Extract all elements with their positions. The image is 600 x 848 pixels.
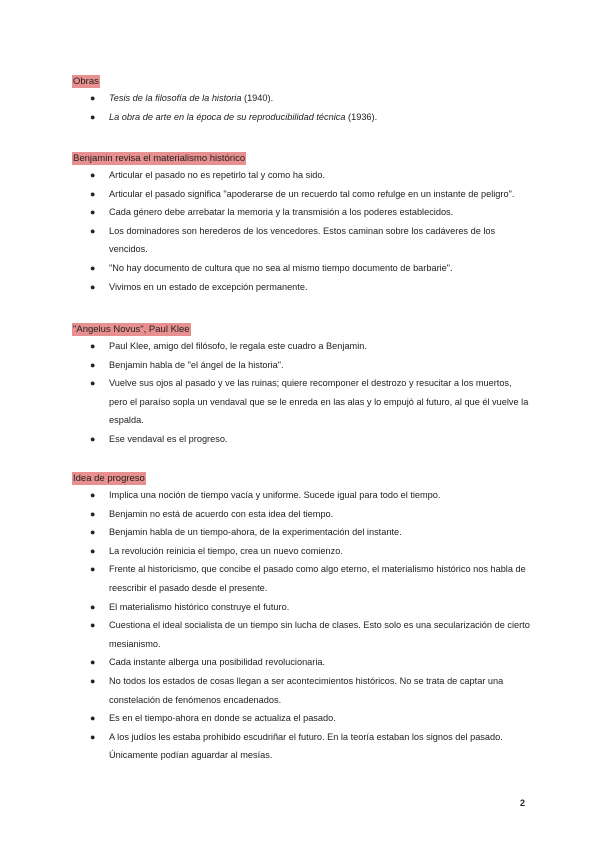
bullet-icon: ● (90, 657, 96, 668)
section-idea-progreso (72, 468, 532, 765)
bullet-icon: ● (90, 545, 96, 556)
list-item: ● Benjamin no está de acuerdo con esta idea del tiempo. (72, 505, 532, 524)
list-item: ● A los judíos les estaba prohibido escudriñar el futuro. En la teoría estaban los signos del pasado. Únicamente podían aguardar al mesías. (72, 728, 532, 765)
bullet-icon: ● (90, 93, 96, 103)
bullet-icon: ● (90, 433, 96, 444)
bullet-list (72, 89, 532, 126)
section-obras (72, 71, 532, 126)
list-item: ● Implica una noción de tiempo vacía y uniforme. Sucede igual para todo el tiempo. (72, 486, 532, 505)
list-item: ● Benjamin habla de "el ángel de la historia". (72, 356, 532, 375)
bullet-icon: ● (90, 601, 96, 612)
bullet-icon: ● (90, 508, 96, 519)
bullet-icon: ● (90, 170, 96, 180)
list-item: ● Cada género debe arrebatar la memoria y la transmisión a los poderes establecidos. (72, 203, 532, 222)
list-item: ● Articular el pasado no es repetirlo tal y como ha sido. (72, 166, 532, 185)
list-item: ● La revolución reinicia el tiempo, crea un nuevo comienzo. (72, 542, 532, 561)
list-item: ● Vivimos en un estado de excepción permanente. (72, 278, 532, 297)
list-item: ● Cuestiona el ideal socialista de un tiempo sin lucha de clases. Esto solo es una secularización de cierto mesianismo. (72, 616, 532, 653)
page-number: 2 (520, 798, 526, 808)
list-item: ● El materialismo histórico construye el futuro. (72, 598, 532, 617)
bullet-icon: ● (90, 188, 96, 199)
bullet-list (72, 486, 532, 765)
section-heading: Benjamin revisa el materialismo histórico (73, 153, 246, 164)
bullet-icon: ● (90, 341, 96, 351)
bullet-icon: ● (90, 111, 96, 122)
list-item: ● Frente al historicismo, que concibe el pasado como algo eterno, el materialismo histórico nos habla de reescribir el pasado desde el presente. (72, 560, 532, 597)
bullet-list (72, 337, 532, 449)
bullet-icon: ● (90, 675, 96, 686)
list-item: ● La obra de arte en la época de su reproducibilidad técnica (1936). (72, 108, 532, 127)
bullet-icon: ● (90, 207, 96, 218)
list-item: ● Ese vendaval es el progreso. (72, 430, 532, 449)
section-angelus-novus (72, 319, 532, 449)
list-item: ● Benjamin habla de un tiempo-ahora, de la experimentación del instante. (72, 523, 532, 542)
bullet-icon: ● (90, 527, 96, 538)
bullet-list (72, 166, 532, 296)
bullet-icon: ● (90, 262, 96, 273)
list-item: ● Paul Klee, amigo del filósofo, le regala este cuadro a Benjamin. (72, 337, 532, 356)
bullet-icon: ● (90, 281, 96, 292)
section-materialismo (72, 148, 532, 296)
list-item: ● Vuelve sus ojos al pasado y ve las ruinas; quiere recomponer el destrozo y resucitar a los muertos, pero el paraíso sopla un vendaval que se le enreda en las alas y lo empujó al futuro, al que él vuelve la espalda. (72, 374, 532, 430)
list-item: ● Tesis de la filosofía de la historia (1940). (72, 89, 532, 108)
list-item: ● Articular el pasado significa "apoderarse de un recuerdo tal como refulge en un instante de peligro". (72, 185, 532, 204)
bullet-icon: ● (90, 564, 96, 575)
list-item: ● Los dominadores son herederos de los vencedores. Estos caminan sobre los cadáveres de los vencidos. (72, 222, 532, 259)
list-item: ● No todos los estados de cosas llegan a ser acontecimientos históricos. No se trata de captar una constelación de fenómenos encadenados. (72, 672, 532, 709)
bullet-icon: ● (90, 490, 96, 500)
list-item: ● Es en el tiempo-ahora en donde se actualiza el pasado. (72, 709, 532, 728)
bullet-icon: ● (90, 378, 96, 389)
bullet-icon: ● (90, 225, 96, 236)
section-heading: Obras (73, 76, 99, 87)
section-heading: "Angelus Novus", Paul Klee (73, 324, 190, 335)
list-item: ● Cada instante alberga una posibilidad revolucionaria. (72, 653, 532, 672)
section-heading: Idea de progreso (73, 473, 145, 484)
list-item: ● "No hay documento de cultura que no sea al mismo tiempo documento de barbarie". (72, 259, 532, 278)
bullet-icon: ● (90, 713, 96, 724)
bullet-icon: ● (90, 359, 96, 370)
bullet-icon: ● (90, 620, 96, 631)
bullet-icon: ● (90, 731, 96, 742)
